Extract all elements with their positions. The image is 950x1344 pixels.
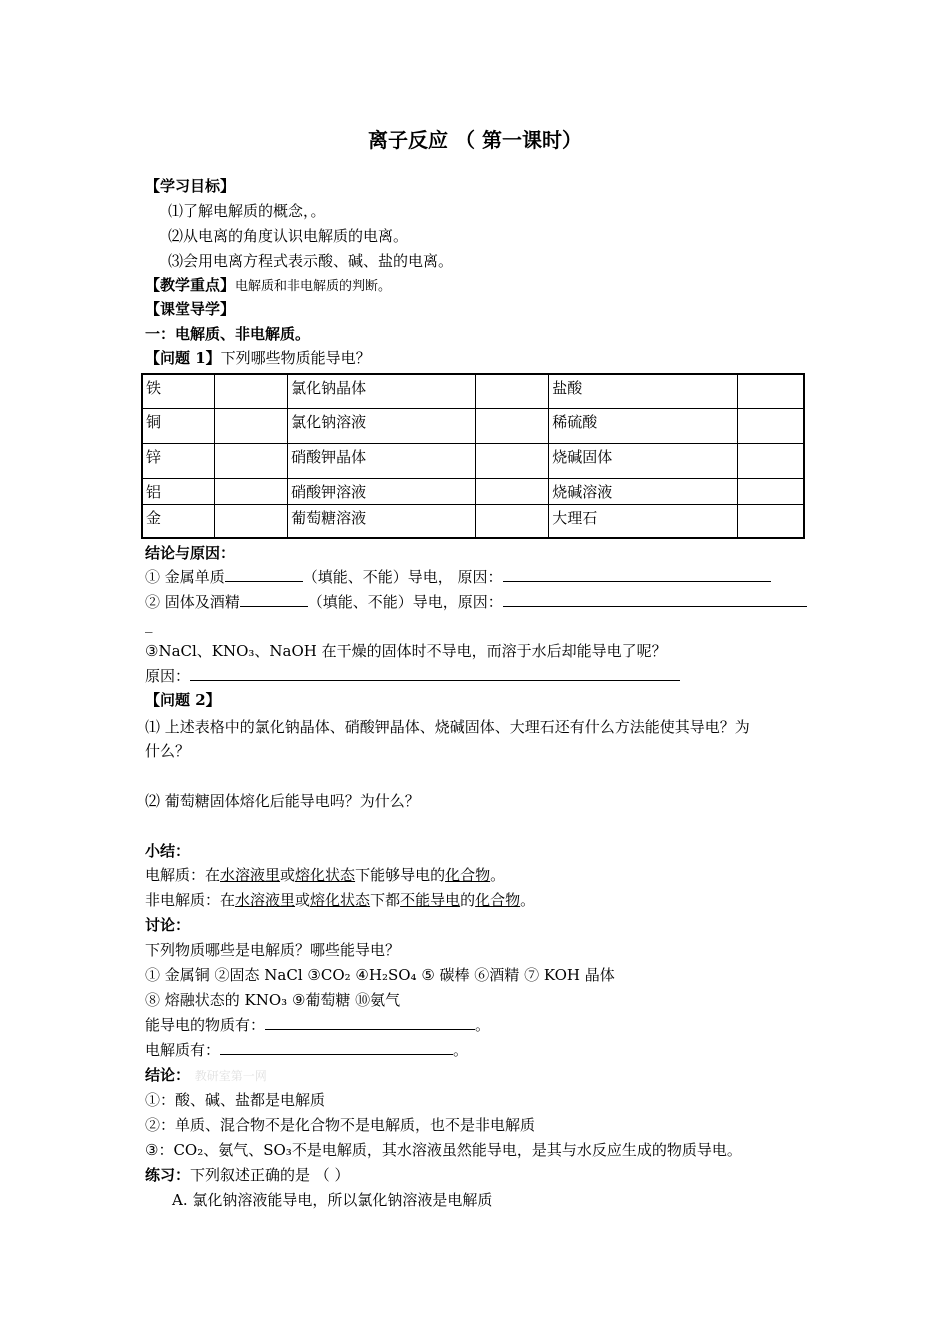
electrolytes-label: 电解质有： xyxy=(145,1041,221,1059)
table-cell: 烧碱固体 xyxy=(549,443,737,478)
conclusion-2-item: ③：CO₂、氨气、SO₃不是电解质，其水溶液虽然能导电，是其与水反应生成的物质导电。 xyxy=(145,1141,742,1159)
table-cell: 盐酸 xyxy=(549,374,737,408)
text: 非电解质：在 xyxy=(145,891,236,909)
question-1 xyxy=(145,348,371,368)
fill-blank[interactable] xyxy=(503,592,807,607)
discussion-items-2: ⑧ 熔融状态的 KNO₃ ⑨葡萄糖 ⑩氨气 xyxy=(145,991,401,1009)
text: 的 xyxy=(460,891,476,909)
conclusion-line-2 xyxy=(145,592,807,612)
table-cell: 稀硫酸 xyxy=(549,408,737,443)
fill-blank[interactable] xyxy=(265,1015,475,1030)
table-cell xyxy=(215,504,288,538)
reason-line xyxy=(145,666,680,686)
fill-blank[interactable] xyxy=(503,567,771,582)
conclusion-line-1 xyxy=(145,567,771,587)
text: 。 xyxy=(453,1041,469,1059)
table-cell xyxy=(215,478,288,504)
table-cell: 锌 xyxy=(142,443,215,478)
text: 。 xyxy=(475,1016,491,1034)
table-cell xyxy=(476,443,549,478)
table-row xyxy=(142,504,804,538)
text: 电解质：在 xyxy=(145,866,221,884)
practice-option-a: A. 氯化钠溶液能导电，所以氯化钠溶液是电解质 xyxy=(172,1191,493,1209)
key-point-text: 电解质和非电解质的判断。 xyxy=(235,279,392,294)
text: 。 xyxy=(520,891,536,909)
page-title: 离子反应 （ 第一课时） xyxy=(368,128,582,152)
table-cell: 硝酸钾晶体 xyxy=(288,443,476,478)
fill-blank[interactable] xyxy=(240,592,308,607)
table-row xyxy=(142,408,804,443)
practice-label: 练习： xyxy=(145,1166,191,1184)
text: 下都 xyxy=(370,891,401,909)
table-cell: 葡萄糖溶液 xyxy=(288,504,476,538)
table-cell: 金 xyxy=(142,504,215,538)
fill-blank[interactable] xyxy=(225,567,303,582)
conclusion-2-line xyxy=(145,1065,267,1086)
practice-question: 下列叙述正确的是 （ ） xyxy=(190,1166,350,1184)
guide-heading: 【课堂导学】 xyxy=(145,300,236,318)
conclusion-2-heading: 结论： xyxy=(145,1066,191,1084)
underlined-term: 化合物 xyxy=(445,866,491,884)
underlined-term: 水溶液里 xyxy=(235,891,296,909)
conductive-label: 能导电的物质有： xyxy=(145,1016,266,1034)
underlined-term: 熔化状态 xyxy=(295,866,356,884)
underlined-term: 水溶液里 xyxy=(220,866,281,884)
objectives-heading: 【学习目标】 xyxy=(145,177,236,195)
underlined-term: 不能导电 xyxy=(400,891,461,909)
table-cell xyxy=(476,504,549,538)
table-cell xyxy=(215,374,288,408)
table-cell: 硝酸钾溶液 xyxy=(288,478,476,504)
question-2-label: 【问题 2】 xyxy=(145,691,221,709)
table-cell xyxy=(737,443,804,478)
discussion-question: 下列物质哪些是电解质？哪些能导电？ xyxy=(145,941,401,959)
table-row xyxy=(142,443,804,478)
table-row xyxy=(142,478,804,504)
table-cell: 大理石 xyxy=(549,504,737,538)
conclusion-line-2-start: ② 固体及酒精 xyxy=(145,593,240,611)
summary-line-1 xyxy=(145,865,505,885)
section-heading: 一：电解质、非电解质。 xyxy=(145,325,311,343)
table-row xyxy=(142,374,804,408)
table-cell: 铝 xyxy=(142,478,215,504)
table-cell xyxy=(476,478,549,504)
conclusion-line-1-mid: （填能、不能）导电， 原因： xyxy=(302,568,503,586)
discussion-items-1: ① 金属铜 ②固态 NaCl ③CO₂ ④H₂SO₄ ⑤ 碳棒 ⑥酒精 ⑦ KOH 晶体 xyxy=(145,966,615,984)
table-cell: 氯化钠晶体 xyxy=(288,374,476,408)
objective-item: ⑴了解电解质的概念，。 xyxy=(168,202,326,220)
conclusion-line-3: ③NaCl、KNO₃、NaOH 在干燥的固体时不导电，而溶于水后却能导电了呢？ xyxy=(145,642,667,660)
blank-continuation: _ xyxy=(145,615,153,633)
table-cell: 铜 xyxy=(142,408,215,443)
fill-blank[interactable] xyxy=(220,1040,453,1055)
conclusion-heading: 结论与原因： xyxy=(145,544,236,562)
substance-table xyxy=(141,373,805,539)
conductive-line xyxy=(145,1015,490,1035)
question-1-label: 【问题 1】 xyxy=(145,349,221,367)
table-cell xyxy=(737,478,804,504)
table-cell: 氯化钠溶液 xyxy=(288,408,476,443)
conclusion-line-2-mid: （填能、不能）导电，原因： xyxy=(307,593,503,611)
conclusion-line-1-start: ① 金属单质 xyxy=(145,568,225,586)
table-cell xyxy=(737,374,804,408)
objective-item: ⑶会用电离方程式表示酸、碱、盐的电离。 xyxy=(168,252,454,270)
table-cell xyxy=(737,408,804,443)
question-1-text: 下列哪些物质能导电？ xyxy=(220,349,371,367)
summary-line-2 xyxy=(145,890,535,910)
reason-label: 原因： xyxy=(145,667,191,685)
text: 或 xyxy=(280,866,296,884)
text: 或 xyxy=(295,891,311,909)
fill-blank[interactable] xyxy=(190,666,680,681)
underlined-term: 熔化状态 xyxy=(310,891,371,909)
conclusion-2-item: ①：酸、碱、盐都是电解质 xyxy=(145,1091,326,1109)
table-cell xyxy=(476,408,549,443)
underlined-term: 化合物 xyxy=(475,891,521,909)
question-2-part-1-cont: 什么？ xyxy=(145,742,191,760)
table-cell: 铁 xyxy=(142,374,215,408)
conclusion-2-item: ②：单质、混合物不是化合物不是电解质，也不是非电解质 xyxy=(145,1116,536,1134)
practice-line xyxy=(145,1165,350,1185)
electrolytes-line xyxy=(145,1040,468,1060)
text: 下能够导电的 xyxy=(355,866,446,884)
watermark: 教研室第一网 xyxy=(194,1069,267,1083)
table-cell xyxy=(476,374,549,408)
key-point-label: 【教学重点】 xyxy=(145,276,236,294)
summary-heading: 小结： xyxy=(145,842,191,860)
question-2-part-2: ⑵ 葡萄糖固体熔化后能导电吗？为什么？ xyxy=(145,792,420,810)
question-2-part-1: ⑴ 上述表格中的氯化钠晶体、硝酸钾晶体、烧碱固体、大理石还有什么方法能使其导电？为 xyxy=(145,718,750,736)
key-point xyxy=(145,275,391,297)
table-cell xyxy=(215,443,288,478)
discussion-heading: 讨论： xyxy=(145,916,191,934)
objective-item: ⑵从电离的角度认识电解质的电离。 xyxy=(168,227,409,245)
text: 。 xyxy=(490,866,506,884)
table-cell xyxy=(215,408,288,443)
table-cell xyxy=(737,504,804,538)
table-cell: 烧碱溶液 xyxy=(549,478,737,504)
